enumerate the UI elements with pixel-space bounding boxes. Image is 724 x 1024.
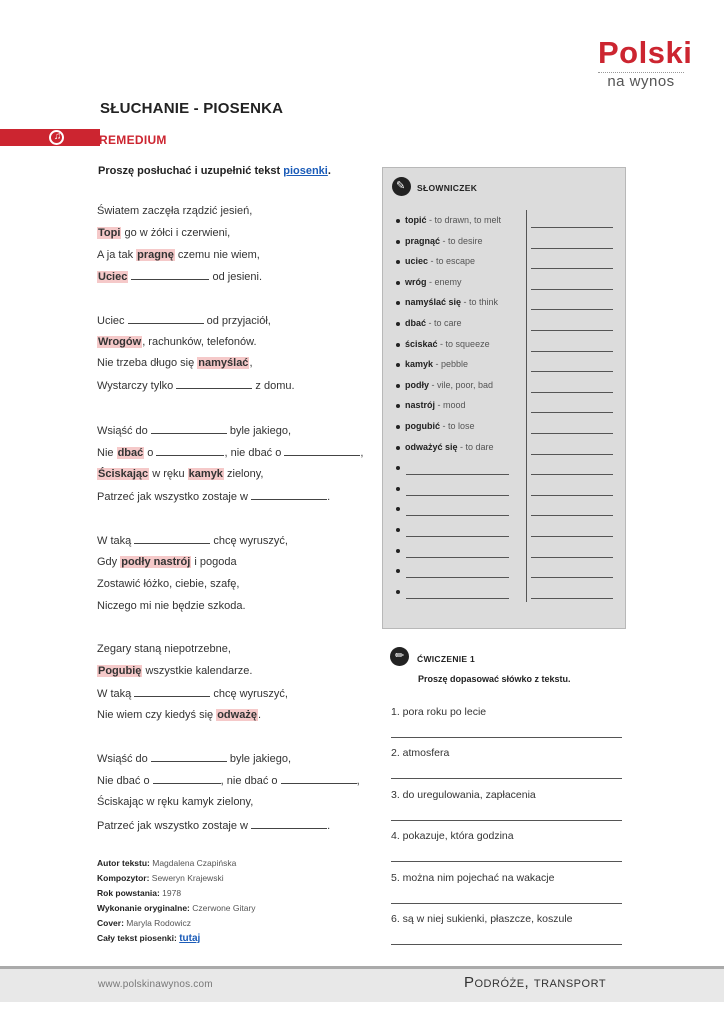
vocabulary-answer-line[interactable]	[531, 351, 613, 352]
lyric-line: Ściskając w ręku kamyk zielony,	[97, 796, 254, 808]
highlighted-word: odważę	[217, 709, 257, 721]
bullet-icon	[396, 240, 400, 244]
highlighted-word: Uciec	[98, 271, 128, 283]
bullet-icon	[396, 507, 400, 511]
vocabulary-entry: ściskać - to squeeze	[396, 339, 490, 349]
section-title: REMEDIUM	[99, 133, 167, 147]
highlighted-word: Pogubię	[98, 665, 142, 677]
bullet-icon	[396, 590, 400, 594]
vocabulary-word-line[interactable]	[406, 515, 509, 516]
brand-logo	[598, 35, 693, 91]
bullet-icon	[396, 363, 400, 367]
vocabulary-answer-line[interactable]	[531, 557, 613, 558]
vocabulary-entry: uciec - to escape	[396, 256, 475, 266]
vocabulary-answer-line[interactable]	[531, 268, 613, 269]
exercise-answer-line[interactable]	[391, 778, 622, 779]
vocabulary-entry: namyślać się - to think	[396, 297, 498, 307]
vocabulary-empty-entry	[396, 503, 405, 513]
vocabulary-answer-line[interactable]	[531, 392, 613, 393]
exercise-item: 3. do uregulowania, zapłacenia	[391, 789, 536, 801]
bullet-icon	[396, 466, 400, 470]
lyric-line: Patrzeć jak wszystko zostaje w .	[97, 820, 331, 832]
vocabulary-entry: dbać - to care	[396, 318, 462, 328]
vocabulary-word-line[interactable]	[406, 495, 509, 496]
lyric-line: Ściskając w ręku kamyk zielony,	[98, 468, 264, 480]
highlighted-word: namyślać	[198, 357, 249, 369]
vocabulary-word-line[interactable]	[406, 577, 509, 578]
bullet-icon	[396, 487, 400, 491]
vocabulary-entry: kamyk - pebble	[396, 359, 468, 369]
vocabulary-entry: pragnąć - to desire	[396, 236, 483, 246]
page-title: SŁUCHANIE - PIOSENKA	[100, 100, 284, 117]
fill-blank[interactable]	[251, 490, 327, 500]
vocabulary-answer-line[interactable]	[531, 474, 613, 475]
fill-blank[interactable]	[284, 446, 360, 456]
highlighted-word: dbać	[117, 447, 144, 459]
fill-blank[interactable]	[176, 379, 252, 389]
music-note-icon: ♫	[49, 130, 64, 145]
vocabulary-column-divider	[526, 210, 527, 602]
vocabulary-answer-line[interactable]	[531, 248, 613, 249]
lyric-line: Wystarczy tylko z domu.	[97, 380, 295, 392]
highlighted-word: kamyk	[188, 468, 223, 480]
exercise-instruction: Proszę dopasować słówko z tekstu.	[418, 674, 571, 684]
exercise-item: 5. można nim pojechać na wakacje	[391, 872, 555, 884]
lyric-line: Nie dbać o , nie dbać o ,	[97, 447, 364, 459]
bullet-icon	[396, 301, 400, 305]
credit-original: Wykonanie oryginalne: Czerwone Gitary	[97, 903, 256, 913]
lyric-line: Wsiąść do byle jakiego,	[97, 425, 292, 437]
vocabulary-answer-line[interactable]	[531, 598, 613, 599]
fill-blank[interactable]	[156, 446, 224, 456]
credit-full-text: Cały tekst piosenki: tutaj	[97, 933, 201, 944]
vocabulary-answer-line[interactable]	[531, 412, 613, 413]
bullet-icon	[396, 404, 400, 408]
vocabulary-empty-entry	[396, 545, 405, 555]
vocabulary-word-line[interactable]	[406, 474, 509, 475]
bullet-icon	[396, 549, 400, 553]
credit-composer: Kompozytor: Seweryn Krajewski	[97, 873, 224, 883]
lyric-line: W taką chcę wyruszyć,	[97, 535, 288, 547]
credit-year: Rok powstania: 1978	[97, 888, 182, 898]
fill-blank[interactable]	[151, 424, 227, 434]
vocabulary-entry: wróg - enemy	[396, 277, 462, 287]
lyric-line: W taką chcę wyruszyć,	[97, 688, 288, 700]
bullet-icon	[396, 219, 400, 223]
fill-blank[interactable]	[134, 687, 210, 697]
fill-blank[interactable]	[131, 270, 209, 280]
vocabulary-word-line[interactable]	[406, 536, 509, 537]
vocabulary-answer-line[interactable]	[531, 536, 613, 537]
lyric-line: Wrogów, rachunków, telefonów.	[98, 336, 257, 348]
highlighted-word: Topi	[98, 227, 121, 239]
footer-url: www.polskinawynos.com	[98, 979, 213, 990]
vocabulary-answer-line[interactable]	[531, 227, 613, 228]
bullet-icon	[396, 446, 400, 450]
vocabulary-entry: topić - to drawn, to melt	[396, 215, 501, 225]
bullet-icon	[396, 281, 400, 285]
vocabulary-answer-line[interactable]	[531, 515, 613, 516]
exercise-item: 1. pora roku po lecie	[391, 706, 487, 718]
vocabulary-answer-line[interactable]	[531, 433, 613, 434]
vocabulary-word-line[interactable]	[406, 598, 509, 599]
vocabulary-empty-entry	[396, 565, 405, 575]
exercise-item: 6. są w niej sukienki, płaszcze, koszule	[391, 913, 573, 925]
exercise-title: ĆWICZENIE 1	[417, 654, 476, 664]
exercise-item: 4. pokazuje, która godzina	[391, 830, 514, 842]
lyric-line: Uciec od przyjaciół,	[97, 315, 271, 327]
exercise-item: 2. atmosfera	[391, 747, 450, 759]
lyric-line: A ja tak pragnę czemu nie wiem,	[97, 249, 260, 261]
bullet-icon	[396, 260, 400, 264]
credit-cover: Cover: Maryla Rodowicz	[97, 918, 192, 928]
logo-word: Polski	[598, 35, 693, 70]
lyric-line: Patrzeć jak wszystko zostaje w .	[97, 491, 331, 503]
vocabulary-empty-entry	[396, 462, 405, 472]
lyric-line: Wsiąść do byle jakiego,	[97, 753, 292, 765]
vocabulary-answer-line[interactable]	[531, 577, 613, 578]
fill-blank[interactable]	[134, 534, 210, 544]
lyric-line: Nie dbać o , nie dbać o ,	[97, 775, 360, 787]
vocabulary-empty-entry	[396, 524, 405, 534]
lyric-line: Zostawić łóżko, ciebie, szafę,	[97, 578, 240, 590]
vocabulary-answer-line[interactable]	[531, 309, 613, 310]
lyric-line: Gdy podły nastrój i pogoda	[97, 556, 237, 568]
fill-blank[interactable]	[151, 752, 227, 762]
lyric-line: Uciec od jesieni.	[98, 271, 263, 283]
fill-blank[interactable]	[128, 314, 204, 324]
vocabulary-word-line[interactable]	[406, 557, 509, 558]
exercise-answer-line[interactable]	[391, 944, 622, 945]
bullet-icon	[396, 343, 400, 347]
vocabulary-answer-line[interactable]	[531, 289, 613, 290]
credit-author: Autor tekstu: Magdalena Czapińska	[97, 858, 237, 868]
fill-blank[interactable]	[153, 774, 221, 784]
lyric-line: Światem zaczęła rządzić jesień,	[97, 205, 253, 217]
listening-instruction: Proszę posłuchać i uzupełnić tekst piosenki.	[98, 165, 331, 177]
exercise-answer-line[interactable]	[391, 737, 622, 738]
lyric-line: Nie trzeba długo się namyślać,	[97, 357, 253, 369]
lyric-line: Pogubię wszystkie kalendarze.	[98, 665, 253, 677]
fill-blank[interactable]	[281, 774, 357, 784]
lyric-line: Zegary staną niepotrzebne,	[97, 643, 231, 655]
fill-blank[interactable]	[251, 819, 327, 829]
full-lyrics-link[interactable]: tutaj	[179, 933, 201, 944]
highlighted-word: Wrogów	[98, 336, 142, 348]
lyric-line: Topi go w żółci i czerwieni,	[98, 227, 231, 239]
bullet-icon	[396, 528, 400, 532]
dictionary-icon: ✎	[392, 177, 411, 196]
exercise-answer-line[interactable]	[391, 861, 622, 862]
exercise-answer-line[interactable]	[391, 820, 622, 821]
bullet-icon	[396, 425, 400, 429]
vocabulary-answer-line[interactable]	[531, 330, 613, 331]
bullet-icon	[396, 384, 400, 388]
vocabulary-entry: podły - vile, poor, bad	[396, 380, 493, 390]
vocabulary-entry: pogubić - to lose	[396, 421, 475, 431]
exercise-answer-line[interactable]	[391, 903, 622, 904]
vocabulary-entry: nastrój - mood	[396, 400, 466, 410]
footer-topic: Podróże, transport	[464, 974, 607, 991]
vocabulary-answer-line[interactable]	[531, 495, 613, 496]
highlighted-word: Ściskając	[98, 468, 149, 480]
highlighted-word: pragnę	[137, 249, 174, 261]
lyric-line: Nie wiem czy kiedyś się odważę.	[97, 709, 261, 721]
logo-subtitle: na wynos	[607, 73, 675, 90]
highlighted-word: podły nastrój	[121, 556, 191, 568]
song-link[interactable]: piosenki	[283, 165, 328, 177]
bullet-icon	[396, 322, 400, 326]
vocabulary-answer-line[interactable]	[531, 371, 613, 372]
pencil-icon: ✏	[390, 647, 409, 666]
vocabulary-title: SŁOWNICZEK	[417, 183, 478, 193]
bullet-icon	[396, 569, 400, 573]
vocabulary-entry: odważyć się - to dare	[396, 442, 494, 452]
vocabulary-answer-line[interactable]	[531, 454, 613, 455]
vocabulary-empty-entry	[396, 586, 405, 596]
vocabulary-empty-entry	[396, 483, 405, 493]
lyric-line: Niczego mi nie będzie szkoda.	[97, 600, 246, 612]
